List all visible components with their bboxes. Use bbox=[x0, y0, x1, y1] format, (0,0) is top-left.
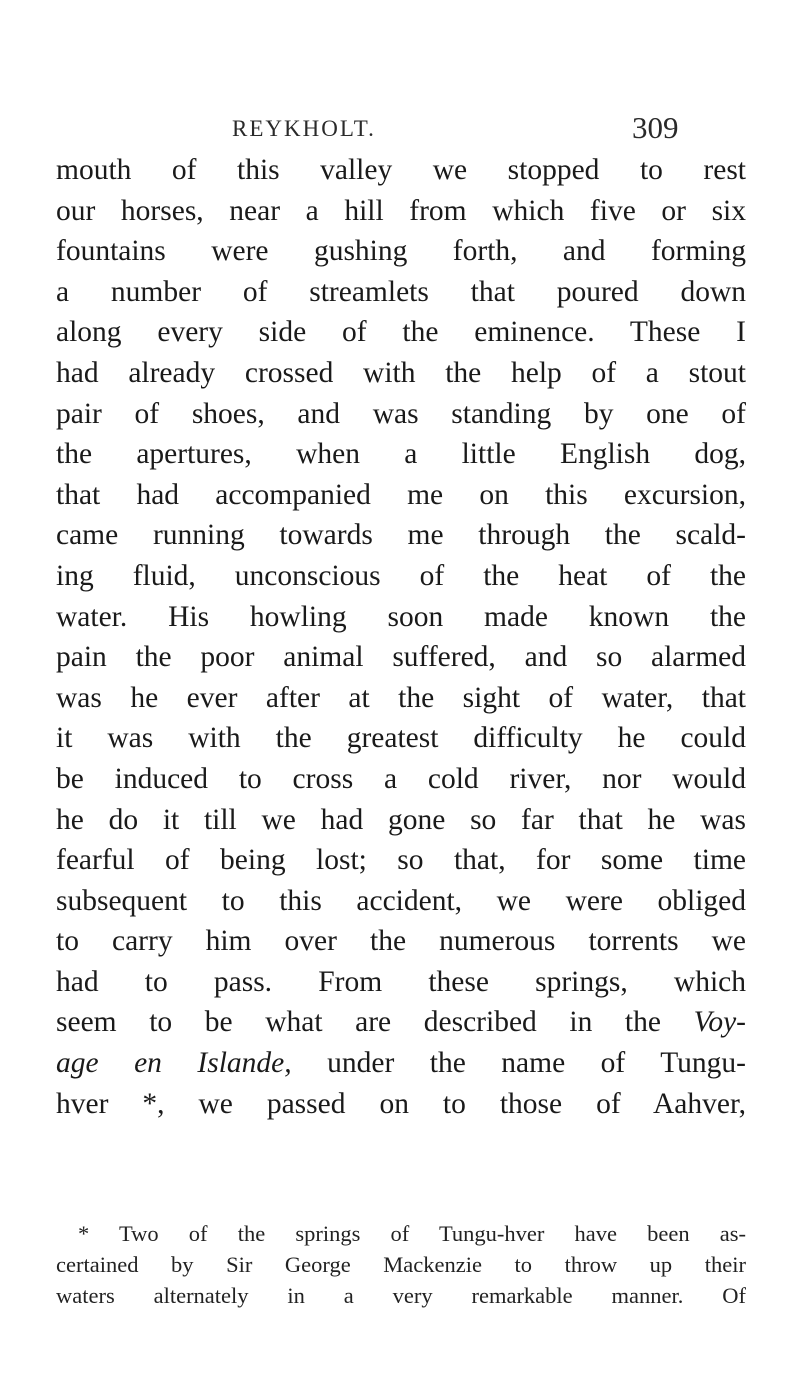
text-line: came running towards me through the scald- bbox=[56, 519, 746, 552]
footnote-line: waters alternately in a very remarkable manner. Of bbox=[56, 1283, 746, 1308]
text-line: hver *, we passed on to those of Aahver, bbox=[56, 1087, 746, 1120]
italic-title-fragment: Voy- bbox=[693, 1006, 747, 1039]
text-line: pain the poor animal suffered, and so alarmed bbox=[56, 641, 746, 674]
text-line: pair of shoes, and was standing by one of bbox=[56, 397, 746, 430]
text-line: ing fluid, unconscious of the heat of the bbox=[56, 559, 746, 592]
page-number: 309 bbox=[632, 110, 679, 145]
body-text bbox=[56, 150, 746, 1124]
page-header bbox=[0, 110, 800, 150]
text-line: to carry him over the numerous torrents we bbox=[56, 925, 746, 958]
text-fragment: seem to be what are described in the bbox=[56, 1006, 661, 1039]
footnote bbox=[56, 1218, 746, 1311]
text-line: fountains were gushing forth, and forming bbox=[56, 235, 746, 268]
text-line: subsequent to this accident, we were obliged bbox=[56, 884, 746, 917]
text-line: our horses, near a hill from which five or six bbox=[56, 194, 746, 227]
text-line: mouth of this valley we stopped to rest bbox=[56, 154, 746, 186]
footnote-line: certained by Sir George Mackenzie to throw up their bbox=[56, 1252, 746, 1277]
text-line-with-italic-title bbox=[56, 1043, 746, 1084]
text-line: it was with the greatest difficulty he could bbox=[56, 722, 746, 755]
text-line: along every side of the eminence. These I bbox=[56, 316, 746, 349]
text-line: fearful of being lost; so that, for some time bbox=[56, 844, 746, 877]
text-line: was he ever after at the sight of water, that bbox=[56, 681, 746, 714]
text-fragment: under the name of Tungu- bbox=[291, 1047, 747, 1080]
text-line: be induced to cross a cold river, nor would bbox=[56, 762, 746, 795]
text-line: he do it till we had gone so far that he was bbox=[56, 803, 746, 836]
text-line: that had accompanied me on this excursion, bbox=[56, 478, 746, 511]
text-line: a number of streamlets that poured down bbox=[56, 275, 746, 308]
text-line: had to pass. From these springs, which bbox=[56, 965, 746, 998]
footnote-line: * Two of the springs of Tungu-hver have been as- bbox=[78, 1221, 746, 1246]
running-head: REYKHOLT. bbox=[232, 116, 376, 141]
text-line-with-italic-title bbox=[56, 1002, 746, 1043]
text-line: water. His howling soon made known the bbox=[56, 600, 746, 633]
italic-title-fragment: age en Islande, bbox=[56, 1047, 292, 1080]
text-line: the apertures, when a little English dog, bbox=[56, 438, 746, 471]
text-line: had already crossed with the help of a stout bbox=[56, 356, 746, 389]
